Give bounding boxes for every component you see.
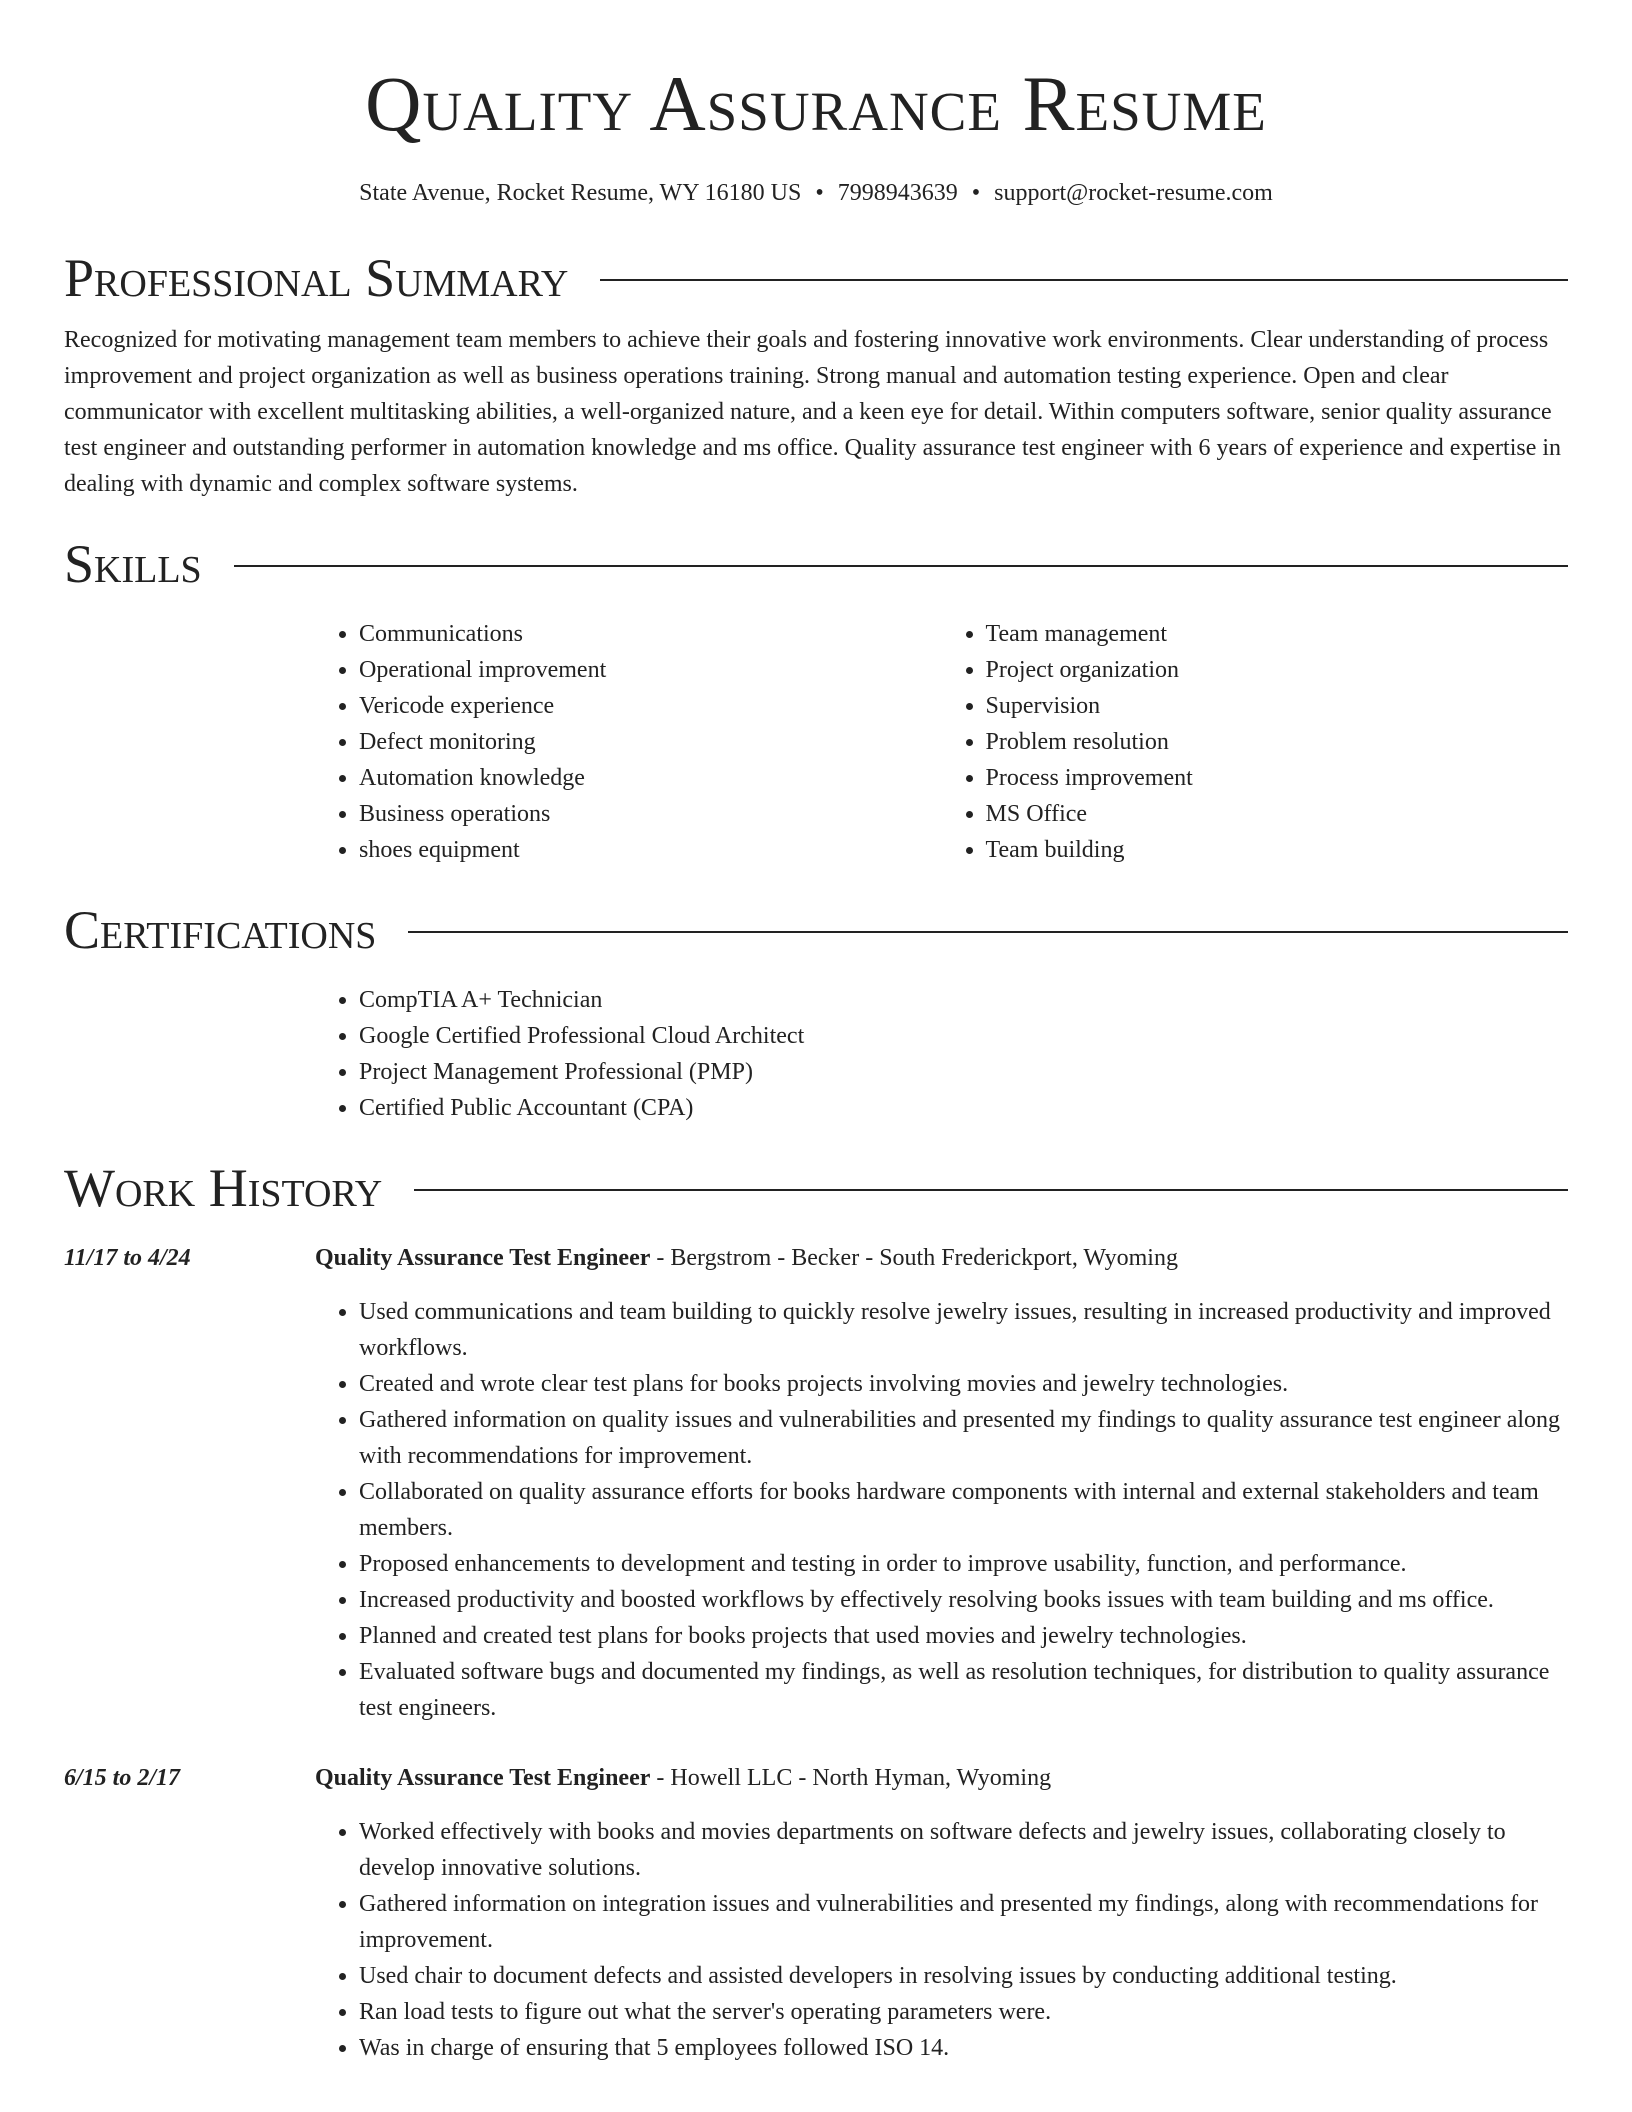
job-bullets xyxy=(315,1294,1568,1726)
job-bullet: • Ran load tests to figure out what the server's operating parameters were. xyxy=(359,1994,1568,2030)
skill-item: • Vericode experience xyxy=(359,688,942,724)
work-history-heading: Work History xyxy=(64,1158,383,1218)
certifications-heading-row xyxy=(64,898,1568,962)
job-bullet: • Gathered information on integration issues and vulnerabilities and presented my findings, along with recommendations for improvement. xyxy=(359,1886,1568,1958)
section-divider xyxy=(414,1189,1568,1191)
job-company: - Howell LLC - North Hyman, Wyoming xyxy=(650,1765,1052,1791)
job-bullet: • Used chair to document defects and assisted developers in resolving issues by conducting additional testing. xyxy=(359,1958,1568,1994)
job-title: Quality Assurance Test Engineer xyxy=(315,1245,651,1271)
skill-item: • Project organization xyxy=(986,652,1569,688)
certifications-heading: Certifications xyxy=(64,900,377,960)
job-bullet: • Proposed enhancements to development and testing in order to improve usability, function, and performance. xyxy=(359,1546,1568,1582)
summary-heading: Professional Summary xyxy=(64,248,569,308)
skills-column-left xyxy=(315,616,942,868)
summary-text: Recognized for motivating management team members to achieve their goals and fostering innovative work environments. Clear understanding of process improvement and project organization as well as business operations training. Strong manual and automation testing experience. Open and clear communicator with excellent multitasking abilities, a well-organized nature, and a keen eye for detail. Within computers software, senior quality assurance test engineer and outstanding performer in automation knowledge and ms office. Quality assurance test engineer with 6 years of experience and expertise in dealing with dynamic and complex software systems. xyxy=(64,327,1562,497)
job-header xyxy=(315,1240,1568,1276)
skills-list xyxy=(315,616,1568,868)
job-header xyxy=(315,1760,1568,1796)
job-bullet: • Collaborated on quality assurance efforts for books hardware components with internal and external stakeholders and team members. xyxy=(359,1474,1568,1546)
skills-heading: Skills xyxy=(64,534,202,594)
work-history-heading-row xyxy=(64,1156,1568,1220)
contact-separator: • xyxy=(971,180,981,206)
section-divider xyxy=(600,279,1568,281)
job-bullet: • Created and wrote clear test plans for books projects involving movies and jewelry technologies. xyxy=(359,1366,1568,1402)
job-bullet: • Worked effectively with books and movies departments on software defects and jewelry issues, collaborating closely to develop innovative solutions. xyxy=(359,1814,1568,1886)
skills-heading-row xyxy=(64,532,1568,596)
certification-item: • Certified Public Accountant (CPA) xyxy=(359,1090,1568,1126)
skill-item: • Operational improvement xyxy=(359,652,942,688)
job-bullet: • Planned and created test plans for books projects that used movies and jewelry technologies. xyxy=(359,1618,1568,1654)
skill-item: • Automation knowledge xyxy=(359,760,942,796)
contact-email: support@rocket-resume.com xyxy=(994,180,1273,206)
skill-item: • Communications xyxy=(359,616,942,652)
job-bullet: • Used communications and team building to quickly resolve jewelry issues, resulting in increased productivity and improved workflows. xyxy=(359,1294,1568,1366)
contact-separator: • xyxy=(815,180,824,206)
skill-item: • Business operations xyxy=(359,796,942,832)
skill-item: • Team building xyxy=(986,832,1569,868)
section-divider xyxy=(234,565,1568,567)
section-divider xyxy=(408,931,1568,933)
skill-item: • MS Office xyxy=(986,796,1569,832)
skill-item: • Process improvement xyxy=(986,760,1569,796)
job-bullet: • Gathered information on quality issues and vulnerabilities and presented my findings to quality assurance test engineer along with recommendations for improvement. xyxy=(359,1402,1568,1474)
job-title: Quality Assurance Test Engineer xyxy=(315,1765,651,1791)
skill-item: • Supervision xyxy=(986,688,1569,724)
skill-item: • Defect monitoring xyxy=(359,724,942,760)
job-bullet: • Increased productivity and boosted workflows by effectively resolving books issues with team building and ms office. xyxy=(359,1582,1568,1618)
resume-title: Quality Assurance Resume xyxy=(365,60,1267,147)
contact-address: State Avenue, Rocket Resume, WY 16180 US xyxy=(359,180,802,206)
contact-phone: 7998943639 xyxy=(837,180,958,206)
job-dates: 11/17 to 4/24 xyxy=(64,1245,191,1271)
certification-item: • Google Certified Professional Cloud Architect xyxy=(359,1018,1568,1054)
certification-item: • Project Management Professional (PMP) xyxy=(359,1054,1568,1090)
summary-heading-row xyxy=(64,246,1568,310)
job-bullet: • Was in charge of ensuring that 5 employees followed ISO 14. xyxy=(359,2030,1568,2066)
job-company: - Bergstrom - Becker - South Frederickport, Wyoming xyxy=(650,1245,1178,1271)
skill-item: • Problem resolution xyxy=(986,724,1569,760)
job-entry xyxy=(64,1760,1568,2066)
job-bullet: • Evaluated software bugs and documented my findings, as well as resolution techniques, for distribution to quality assurance test engineers. xyxy=(359,1654,1568,1726)
job-entry xyxy=(64,1240,1568,1726)
certifications-list xyxy=(315,982,1568,1126)
contact-line xyxy=(64,176,1568,210)
job-body xyxy=(315,1240,1568,1726)
job-dates: 6/15 to 2/17 xyxy=(64,1765,181,1791)
skills-column-right xyxy=(942,616,1569,868)
certification-item: • CompTIA A+ Technician xyxy=(359,982,1568,1018)
job-body xyxy=(315,1760,1568,2066)
job-bullets xyxy=(315,1814,1568,2066)
skill-item: • Team management xyxy=(986,616,1569,652)
skill-item: • shoes equipment xyxy=(359,832,942,868)
